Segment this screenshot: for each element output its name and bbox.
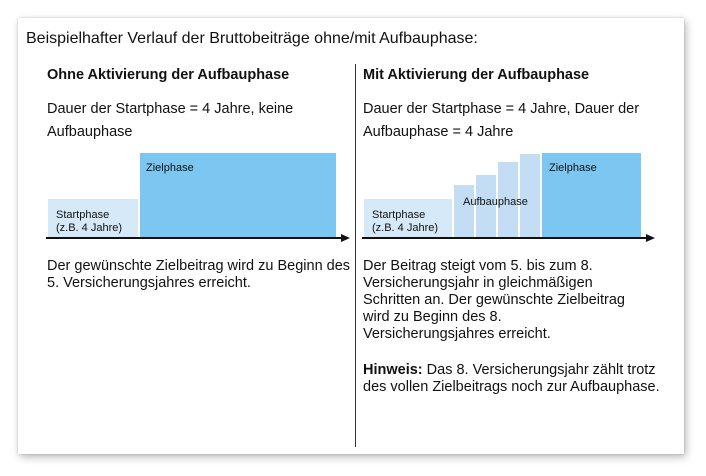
left-description: Der gewünschte Zielbeitrag wird zu Beginn des 5. Versicherungsjahres erreicht. xyxy=(47,258,351,291)
right-startphase-sublabel: (z.B. 4 Jahre) xyxy=(372,222,439,234)
left-heading: Ohne Aktivierung der Aufbauphase xyxy=(47,67,290,83)
right-aufbau-step-1 xyxy=(454,183,474,238)
right-startphase-label: Startphase xyxy=(372,209,426,221)
column-divider xyxy=(355,64,356,447)
right-subtitle: Dauer der Startphase = 4 Jahre, Dauer der Aufbauphase = 4 Jahre xyxy=(363,101,640,140)
right-zielphase-label: Zielphase xyxy=(549,162,597,174)
right-note-label: Hinweis: xyxy=(363,362,423,378)
right-note xyxy=(363,362,663,396)
diagram-title: Beispielhafter Verlauf der Bruttobeiträge ohne/mit Aufbauphase: xyxy=(26,30,478,47)
right-heading: Mit Aktivierung der Aufbauphase xyxy=(363,67,590,83)
left-time-axis xyxy=(46,237,342,239)
left-axis-arrow-icon xyxy=(341,234,350,242)
right-aufbauphase-label: Aufbauphase xyxy=(463,196,528,208)
left-zielphase-label: Zielphase xyxy=(146,162,194,174)
left-startphase-label: Startphase xyxy=(56,209,110,221)
right-note-text: Das 8. Versicherungsjahr zählt trotz des vollen Zielbeitrags noch zur Aufbauphase. xyxy=(363,362,660,395)
right-time-axis xyxy=(362,237,647,239)
right-description: Der Beitrag steigt vom 5. bis zum 8. Versicherungsjahr in gleichmäßigen Schritten an. Der gewünschte Zielbeitrag wird zu Beginn des 8. Versicherungsjahres erreicht. xyxy=(363,258,625,342)
left-startphase-sublabel: (z.B. 4 Jahre) xyxy=(56,222,123,234)
right-axis-arrow-icon xyxy=(646,234,655,242)
right-aufbau-step-4 xyxy=(520,152,540,238)
left-subtitle: Dauer der Startphase = 4 Jahre, keine Aufbauphase xyxy=(47,101,294,140)
